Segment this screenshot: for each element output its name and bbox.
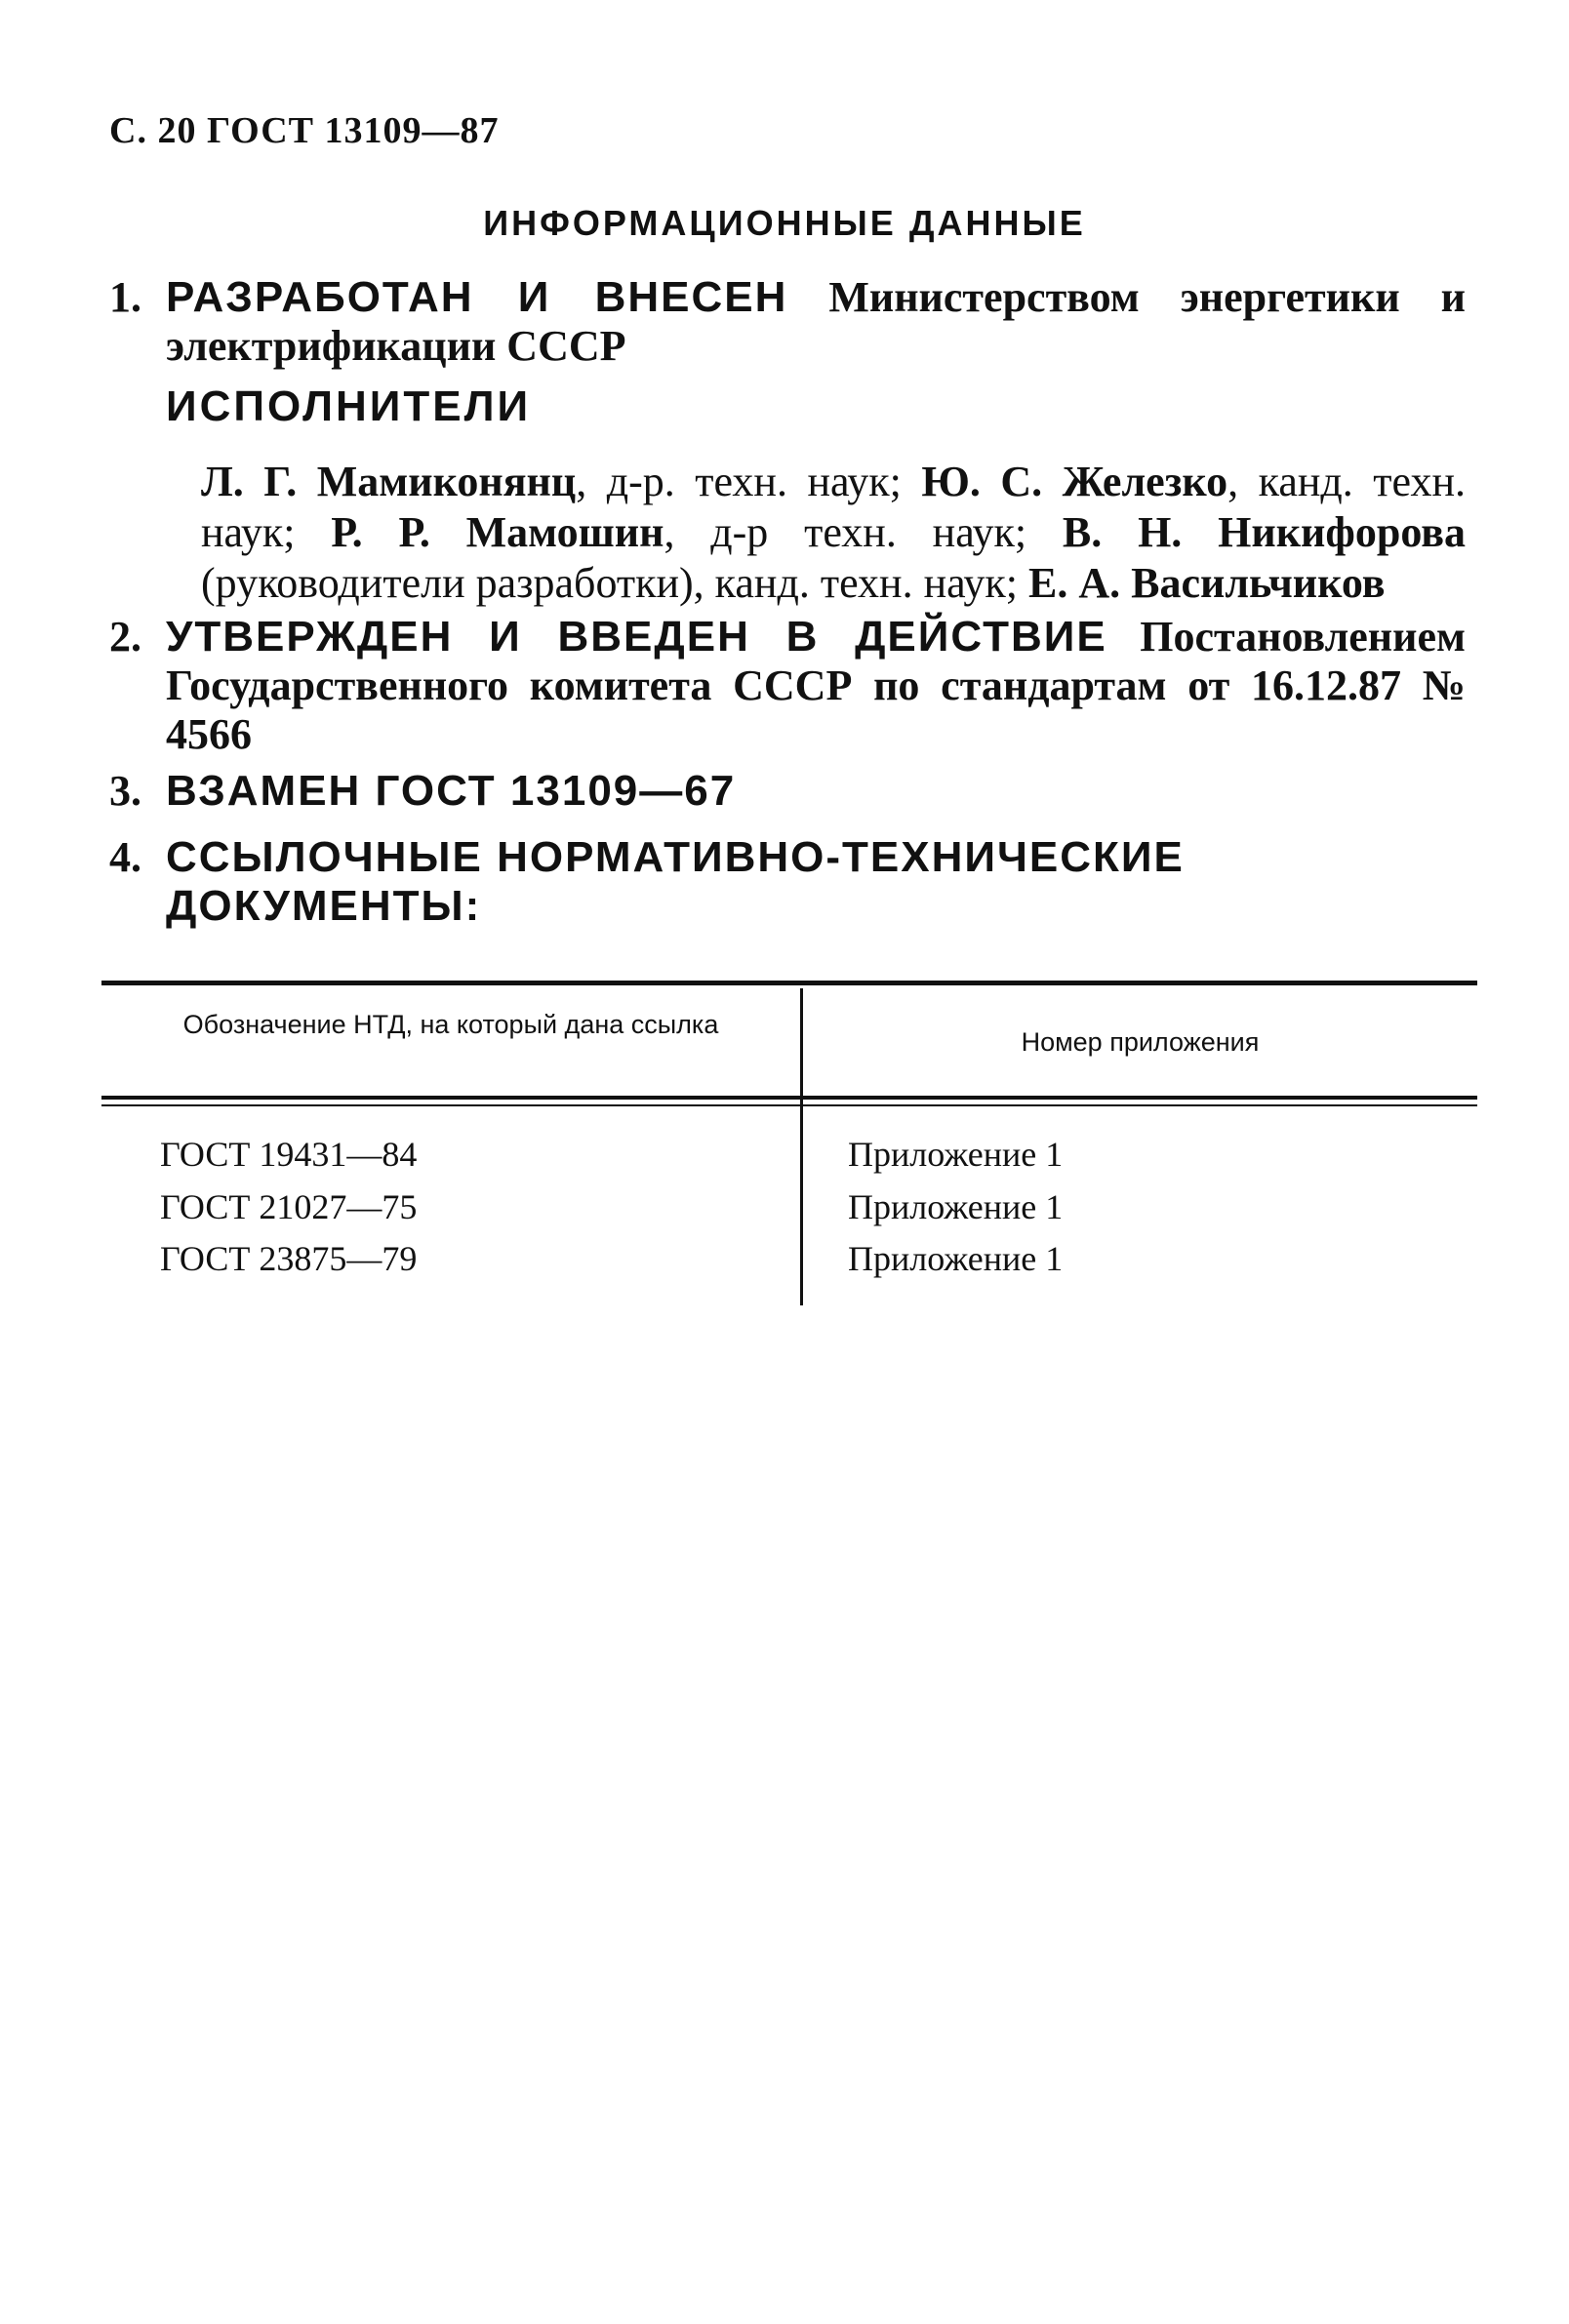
item-lead: РАЗРАБОТАН И ВНЕСЕН: [166, 273, 788, 321]
item-body: [166, 833, 1466, 931]
executor-name: Е. А. Васильчиков: [1028, 559, 1386, 607]
executor-role: , д-р. техн. наук;: [576, 458, 922, 505]
table-cell-designation: ГОСТ 23875—79: [160, 1239, 418, 1278]
item-developed: [109, 273, 1466, 371]
item-lead: ССЫЛОЧНЫЕ НОРМАТИВНО-ТЕХНИЧЕСКИЕ ДОКУМЕНТЫ:: [166, 833, 1185, 930]
table-cell-designation: ГОСТ 21027—75: [160, 1187, 418, 1226]
item-number: 2.: [109, 613, 141, 661]
item-body: [166, 273, 1466, 371]
table-cell-appendix: Приложение 1: [848, 1135, 1064, 1174]
item-lead: ВЗАМЕН ГОСТ 13109—67: [166, 767, 737, 815]
executor-role: , д-р техн. наук;: [664, 508, 1063, 556]
item-references: [109, 833, 1466, 931]
item-number: 3.: [109, 767, 141, 815]
page-header: С. 20 ГОСТ 13109—87: [109, 110, 500, 151]
executor-role: (руководители разработки), канд. техн. наук;: [201, 559, 1029, 607]
executor-role: , канд. техн. наук;: [201, 458, 1466, 556]
executor-name: Р. Р. Мамошин: [331, 508, 664, 556]
item-lead: УТВЕРЖДЕН И ВВЕДЕН В ДЕЙСТВИЕ: [166, 613, 1107, 661]
table-header-rule-thin: [101, 1104, 1477, 1106]
table-header-appendix: Номер приложения: [1021, 1027, 1260, 1057]
table-header-rule: [101, 1096, 1477, 1100]
table-top-rule: [101, 981, 1477, 985]
executor-name: Л. Г. Мамиконянц: [201, 458, 577, 505]
item-number: 1.: [109, 273, 141, 321]
executor-name: Ю. С. Железко: [921, 458, 1228, 505]
item-body: [166, 613, 1466, 759]
section-title: ИНФОРМАЦИОННЫЕ ДАННЫЕ: [483, 203, 1086, 243]
item-text: Министерством энергетики и электрификации СССР: [166, 273, 1466, 370]
table-header-designation: Обозначение НТД, на который дана ссылка: [182, 1010, 719, 1039]
table-cell-designation: ГОСТ 19431—84: [160, 1135, 418, 1174]
executors-heading: ИСПОЛНИТЕЛИ: [166, 382, 532, 430]
item-body: [166, 767, 1466, 816]
references-table: [101, 981, 1477, 1307]
item-text: Постановлением Государственного комитета СССР по стандартам от 16.12.87 № 4566: [166, 613, 1466, 758]
item-approved: [109, 613, 1466, 759]
table-cell-appendix: Приложение 1: [848, 1239, 1064, 1278]
item-replaces: [109, 767, 1466, 816]
executors-list: [201, 457, 1466, 609]
item-number: 4.: [109, 833, 141, 881]
table-cell-appendix: Приложение 1: [848, 1187, 1064, 1226]
executor-name: В. Н. Никифорова: [1062, 508, 1466, 556]
